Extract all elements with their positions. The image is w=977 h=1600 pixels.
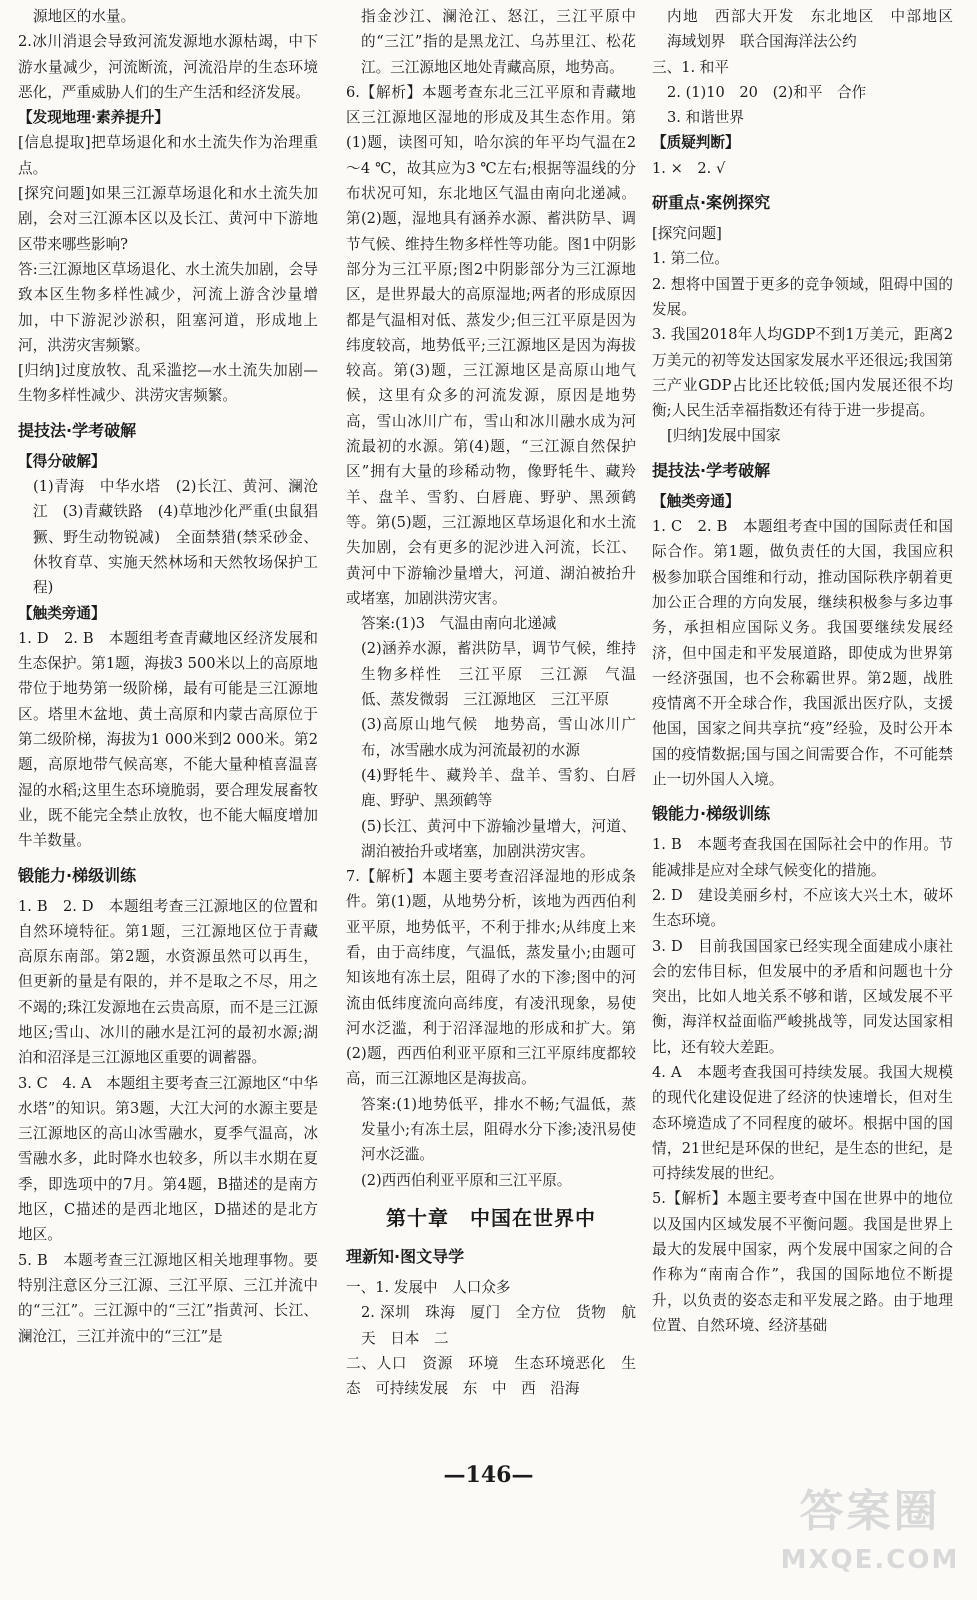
text-block: 3. C 4. A 本题组主要考查三江源地区“中华水塔”的知识。第3题，大江大河的水源主要是三江源地区的高山冰雪融水，夏季气温高，冰雪融水多，此时降水也较多，所以丰水期在夏季，即选项中的7月。第4题，B描述的是南方地区，C描述的是西北地区，D描述的是北方地区。 — [18, 1074, 318, 1244]
watermark-top-text: 答案圈 — [799, 1486, 941, 1537]
text-block: 3. 和谐世界 — [667, 109, 744, 127]
text-block: 6.【解析】本题考查东北三江平原和青藏地区三江源地区湿地的形成及其生态作用。第(1)题，读图可知，哈尔滨的年平均气温在2～4 ℃，故其应为3 ℃左右;根据等温线的分布状况可知，东北地区气温由南向北递减。第(2)题，湿地具有涵养水源、蓄洪防旱、调节气候、维持生物多样性等功能。图1中阴影部分为三江平原;图2中阴影部分为三江源地区，是世界最大的高原湿地;两者的形成原因都是气温相对低、蒸发少;但三江平原是因为纬度较高，地势低平;三江源地区是因为海拔较高。第(3)题，三江源地区是高原山地气候，这里有众多的河流发源，原因是地势高，雪山冰川广布，雪山和冰川融水成为河流最初的水源。第(4)题，“三江源自然保护区”拥有大量的珍稀动物，像野牦牛、藏羚羊、盘羊、雪豹、白唇鹿、野驴、黑颈鹤等。第(5)题，三江源地区草场退化和水土流失加剧，会有更多的泥沙进入河流，长江、黄河中下游输沙量增大，河道、湖泊被抬升或堵塞，加剧洪涝灾害。 — [346, 83, 636, 607]
text-block: 2. (1)10 20 (2)和平 合作 — [667, 83, 867, 101]
middle-column — [346, 4, 636, 1401]
text-block: 源地区的水量。 — [33, 8, 136, 25]
text-block: 2.冰川消退会导致河流发源地水源枯竭，中下游水量减少，河流断流，河流沿岸的生态环境恶化，严重威胁人们的生产生活和经济发展。 — [18, 33, 318, 101]
text-block: 答:三江源地区草场退化、水土流失加剧，会导致本区生物多样性减少，河流上游含沙量增加，中下游泥沙淤积，阻塞河道，形成地上河，洪涝灾害频繁。 — [18, 260, 318, 354]
text-block: [探究问题]如果三江源草场退化和水土流失加剧，会对三江源本区以及长江、黄河中下游地区带来哪些影响? — [18, 185, 318, 253]
text-block: 指金沙江、澜沧江、怒江，三江平原中的“三江”指的是黑龙江、乌苏里江、松花江。三江源地区地处青藏高原，地势高。 — [361, 8, 636, 76]
text-block: 2. 想将中国置于更多的竞争领域，阻碍中国的发展。 — [652, 275, 953, 318]
text-block: 1. × 2. √ — [652, 159, 726, 177]
text-block: (5)长江、黄河中下游输沙量增大，河道、湖泊被抬升或堵塞，加剧洪涝灾害。 — [361, 817, 636, 860]
text-block: (2)涵养水源，蓄洪防旱，调节气候，维持生物多样性 三江平原 三江源 气温低、蒸发微弱 三江源地区 三江平原 — [361, 640, 636, 709]
text-block: [信息提取]把草场退化和水土流失作为治理重点。 — [18, 134, 318, 177]
text-block: 4. A 本题考查我国可持续发展。我国大规模的现代化建设促进了经济的快速增长，但对生态环境造成了不同程度的破坏。根据中国的国情，21世纪是环保的世纪，是生态的世纪，是可持续发展的世纪。 — [652, 1063, 953, 1183]
section-heading: 研重点·案例探究 — [652, 193, 771, 213]
text-block: 3. D 目前我国国家已经实现全面建成小康社会的宏伟目标，但发展中的矛盾和问题也十分突出，比如人地关系不够和谐，区域发展不平衡，海洋权益面临严峻挑战等，同发达国家相比，还有较大差距。 — [652, 937, 953, 1056]
text-block: 答案:(1)3 气温由南向北递减 — [361, 615, 557, 633]
text-block: 7.【解析】本题主要考查沼泽湿地的形成条件。第(1)题，从地势分析，该地为西西伯利亚平原，地势低平，不利于排水;从纬度上来看，由于高纬度，气温低，蒸发量小;由题可知该地有冻土层，阻碍了水的下渗;图中的河流由低纬度流向高纬度，有凌汛现象，易使河水泛滥，利于沼泽湿地的形成和扩大。第(2)题，西西伯利亚平原和三江平原纬度都较高，而三江源地区是海拔高。 — [346, 868, 636, 1088]
text-block: 1. 第二位。 — [652, 250, 729, 268]
text-block: (3)高原山地气候 地势高，雪山冰川广布，冰雪融水成为河流最初的水源 — [361, 716, 636, 759]
text-block: 5.【解析】本题主要考查中国在世界中的地位以及国内区域发展不平衡问题。我国是世界上最大的发展中国家，两个发展中国家之间的合作称为“南南合作”，我国的国际地位不断提升，以负责的姿态走和平发展之路。由于地理位置、自然环境、经济基础 — [652, 1190, 953, 1334]
text-block: 5. B 本题考查三江源地区相关地理事物。要特别注意区分三江源、三江平原、三江并流中的“三江”。三江源中的“三江”指黄河、长江、澜沧江，三江并流中的“三江”是 — [18, 1251, 318, 1345]
text-block: 1. D 2. B 本题组考查青藏地区经济发展和生态保护。第1题，海拔3 500米以上的高原地带位于地势第一级阶梯，最有可能是三江源地区。塔里木盆地、黄土高原和内蒙古高原位于第二级阶梯，海拔为1 000米到2 000米。第2题，高原地带气候高寒，不能大量种植喜温喜湿的水稻;这里生态环境脆弱，要合理发展畜牧业，既不能完全禁止放牧，也不能大幅度增加牛羊数量。 — [18, 629, 318, 850]
chapter-title: 第十章 中国在世界中 — [386, 1205, 596, 1230]
text-block: 1. B 本题考查我国在国际社会中的作用。节能减排是应对全球气候变化的措施。 — [652, 836, 953, 879]
text-block: 【得分破解】 — [18, 452, 106, 470]
text-block: (4)野牦牛、藏羚羊、盘羊、雪豹、白唇鹿、野驴、黑颈鹤等 — [361, 766, 636, 810]
text-block: 三、1. 和平 — [652, 58, 729, 76]
text-block: (2)西西伯利亚平原和三江平原。 — [361, 1171, 572, 1189]
right-column — [652, 4, 968, 1338]
watermark-logo — [770, 1480, 970, 1595]
page-number: —146— — [443, 1462, 534, 1488]
section-heading: 提技法·学考破解 — [18, 420, 137, 440]
section-heading: 锻能力·梯级训练 — [652, 804, 771, 824]
text-block: 3. 我国2018年人均GDP不到1万美元，距离2万美元的初等发达国家发展水平还很远;我国第三产业GDP占比还比较低;国内发展还很不均衡;人民生活幸福指数还有待于进一步提高。 — [652, 326, 953, 420]
text-block: 1. B 2. D 本题组考查三江源地区的位置和自然环境特征。第1题，三江源地区位于青藏高原东南部。第2题，水资源虽然可以再生，但更新的量是有限的，并不是取之不尽，用之不竭的;珠江发源地在云贵高原，而不是三江源地区;雪山、冰川的融水是江河的最初水源;湖泊和沼泽是三江源地区重要的调蓄器。 — [18, 897, 318, 1067]
left-column — [18, 4, 318, 1349]
section-heading: 理新知·图文导学 — [346, 1246, 465, 1266]
text-block: 【质疑判断】 — [652, 134, 740, 152]
text-block: [归纳]过度放牧、乱采滥挖—水土流失加剧—生物多样性减少、洪涝灾害频繁。 — [18, 362, 318, 405]
text-block: 【发现地理·素养提升】 — [18, 109, 170, 127]
section-heading: 提技法·学考破解 — [652, 460, 771, 480]
text-block: [探究问题] — [652, 225, 722, 243]
text-block: 【触类旁通】 — [18, 604, 106, 622]
watermark-bottom-text: MXQE.COM — [780, 1545, 960, 1575]
text-block: 2. D 建设美丽乡村，不应该大兴土木，破坏生态环境。 — [652, 886, 953, 930]
text-block: [归纳]发展中国家 — [667, 427, 781, 445]
text-block: 答案:(1)地势低平，排水不畅;气温低，蒸发量小;有冻土层，阻碍水分下渗;凌汛易使河水泛滥。 — [361, 1095, 636, 1164]
text-block: 【触类旁通】 — [652, 492, 740, 510]
section-heading: 锻能力·梯级训练 — [18, 865, 137, 885]
text-block: 2. 深圳 珠海 厦门 全方位 货物 航天 日本 二 — [361, 1304, 636, 1347]
text-block: 一、1. 发展中 人口众多 — [346, 1278, 511, 1296]
text-block: 1. C 2. B 本题组考查中国的国际责任和国际合作。第1题，做负责任的大国，我国应积极参加联合国维和行动，推动国际秩序朝着更加公正合理的方向发展，继续积极参与多边事务，承担相应国际义务。我国要继续发展经济，但中国走和平发展道路，即使成为世界第一经济强国，也不会称霸世界。第2题，战胜疫情离不开全球合作，我国派出医疗队，支援他国，国家之间共享抗“疫”经验，及时公开本国的疫情数据;国与国之间需要合作，不可能禁止一切外国人入境。 — [652, 518, 953, 789]
text-block: 内地 西部大开发 东北地区 中部地区 海域划界 联合国海洋法公约 — [667, 8, 968, 51]
text-block: 二、人口 资源 环境 生态环境恶化 生态 可持续发展 东 中 西 沿海 — [346, 1354, 636, 1398]
text-block: (1)青海 中华水塔 (2)长江、黄河、澜沧江 (3)青藏铁路 (4)草地沙化严重(虫鼠猖獗、野生动物锐减) 全面禁猎(禁采砂金、休牧育草、实施天然林场和天然牧场保护工程) — [33, 478, 318, 597]
